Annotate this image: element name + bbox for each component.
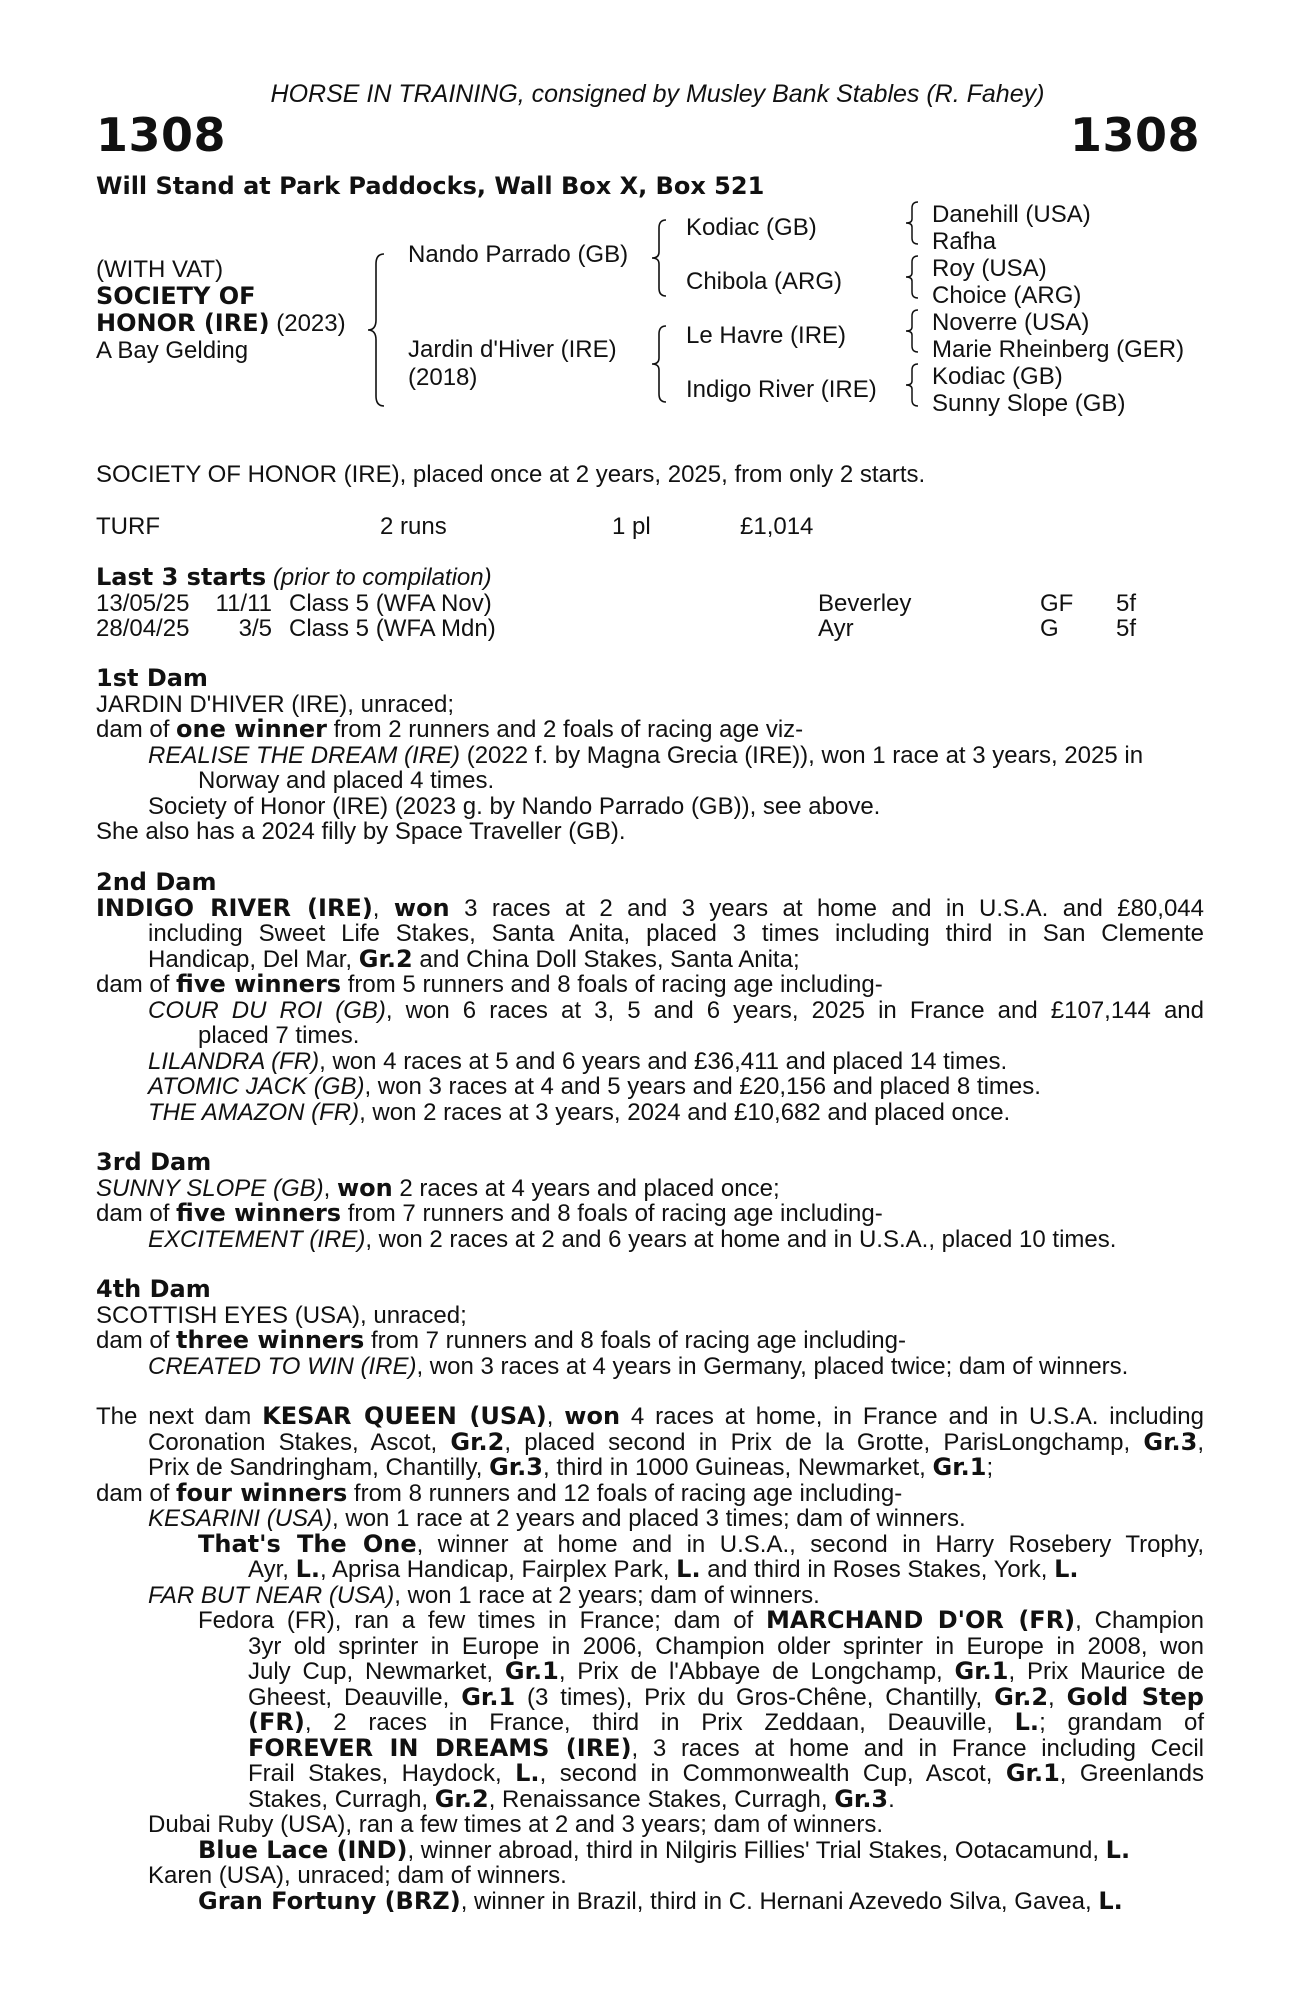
lot-number-right: 1308: [1069, 108, 1200, 162]
summary-line: SOCIETY OF HONOR (IRE), placed once at 2 years, 2025, from only 2 starts.: [96, 461, 926, 488]
ancestor-6: Marie Rheinberg (GER): [932, 336, 1185, 363]
section-heading: 1st Dam: [96, 664, 208, 692]
start-course: Ayr: [818, 615, 854, 642]
start-distance: 5f: [1116, 615, 1137, 642]
grandsire-2: Le Havre (IRE): [686, 322, 847, 349]
brace-dam: [650, 324, 668, 404]
horse-year: (2023): [269, 310, 346, 337]
record-runs: 2 runs: [380, 513, 447, 540]
sire: Nando Parrado (GB): [408, 241, 629, 268]
start-course: Beverley: [818, 590, 912, 617]
starts-heading: Last 3 starts (prior to compilation): [96, 563, 492, 591]
ancestor-4: Choice (ARG): [932, 282, 1082, 309]
start-going: GF: [1040, 590, 1074, 617]
first-dam-section: 1st Dam JARDIN D'HIVER (IRE), unraced; dam of one winner from 2 runners and 2 foals of racing age viz- REALISE THE DREAM (IRE) (2022 f. by Magna Grecia (IRE)), won 1 race at 3 years, 2025 in Norway and placed 4 times. Society of Honor (IRE) (2023 g. by Nando Parrado (GB)), see above. She also has a 2024 filly by Space Traveller (GB).: [96, 666, 1204, 845]
section-heading: 3rd Dam: [96, 1148, 212, 1176]
record-placed: 1 pl: [612, 513, 651, 540]
next-dam-section: The next dam KESAR QUEEN (USA), won 4 races at home, in France and in U.S.A. including Coronation Stakes, Ascot, Gr.2, placed second in Prix de la Grotte, ParisLongchamp, Gr.3, Prix de Sandringham, Chantilly, Gr.3, third in 1000 Guineas, Newmarket, Gr.1; dam of four winners from 8 runners and 12 foals of racing age including- KESARINI (USA), won 1 race at 2 years and placed 3 times; dam of winners. That's The One, winner at home and in U.S.A., second in Harry Rosebery Trophy, Ayr, L., Aprisa Handicap, Fairplex Park, L. and third in Roses Stakes, York, L. FAR BUT NEAR (USA), won 1 race at 2 years; dam of winners. Fedora (FR), ran a few times in France; dam of MARCHAND D'OR (FR), Champion 3yr old sprinter in Europe in 2006, Champion older sprinter in Europe in 2008, won July Cup, Newmarket, Gr.1, Prix de l'Abbaye de Longchamp, Gr.1, Prix Maurice de Gheest, Deauville, Gr.1 (3 times), Prix du Gros-Chêne, Chantilly, Gr.2, Gold Step (FR), 2 races in France, third in Prix Zeddaan, Deauville, L.; grandam of FOREVER IN DREAMS (IRE), 3 races at home and in France including Cecil Frail Stakes, Haydock, L., second in Commonwealth Cup, Ascot, Gr.1, Greenlands Stakes, Curragh, Gr.2, Renaissance Stakes, Curragh, Gr.3. Dubai Ruby (USA), ran a few times at 2 and 3 years; dam of winners. Blue Lace (IND), winner abroad, third in Nilgiris Fillies' Trial Stakes, Ootacamund, L. Karen (USA), unraced; dam of winners. Gran Fortuny (BRZ), winner in Brazil, third in C. Hernani Azevedo Silva, Gavea, L.: [96, 1402, 1205, 1915]
horse-name: HONOR (IRE): [96, 309, 270, 337]
ancestor-5: Noverre (USA): [932, 309, 1090, 336]
horse-description: A Bay Gelding: [96, 337, 249, 364]
horse-name-line2: [96, 310, 346, 337]
ancestor-1: Danehill (USA): [932, 201, 1091, 228]
section-heading: 4th Dam: [96, 1275, 211, 1303]
start-date: 13/05/25: [96, 590, 190, 617]
dam-line1: Jardin d'Hiver (IRE): [408, 336, 617, 363]
third-dam-section: 3rd Dam SUNNY SLOPE (GB), won 2 races at 4 years and placed once; dam of five winners from 7 runners and 8 foals of racing age including- EXCITEMENT (IRE), won 2 races at 2 and 6 years at home and in U.S.A., placed 10 times.: [96, 1150, 1204, 1252]
start-position: 11/11: [215, 590, 272, 617]
granddam-2: Indigo River (IRE): [686, 376, 877, 403]
start-date: 28/04/25: [96, 615, 190, 642]
granddam-1: Chibola (ARG): [686, 268, 843, 295]
brace-sire: [650, 218, 668, 298]
brace-gg1: [904, 200, 920, 246]
record-earnings: £1,014: [740, 513, 814, 540]
start-position: 3/5: [238, 615, 272, 642]
location-line: Will Stand at Park Paddocks, Wall Box X, Box 521: [96, 172, 765, 200]
grandsire-1: Kodiac (GB): [686, 214, 817, 241]
brace-gg4: [904, 362, 920, 408]
record-surface: TURF: [96, 513, 160, 540]
dam-line2: (2018): [408, 364, 478, 391]
vat-label: (WITH VAT): [96, 256, 224, 283]
ancestor-7: Kodiac (GB): [932, 363, 1063, 390]
start-distance: 5f: [1116, 590, 1137, 617]
horse-name-line1: SOCIETY OF: [96, 282, 256, 310]
start-race: Class 5 (WFA Nov): [289, 590, 492, 617]
brace-main: [366, 252, 388, 408]
ancestor-8: Sunny Slope (GB): [932, 390, 1126, 417]
brace-gg3: [904, 308, 920, 354]
brace-gg2: [904, 254, 920, 300]
start-race: Class 5 (WFA Mdn): [289, 615, 496, 642]
second-dam-section: 2nd Dam INDIGO RIVER (IRE), won 3 races at 2 and 3 years at home and in U.S.A. and £80,044 including Sweet Life Stakes, Santa Anita, placed 3 times including third in San Clemente Handicap, Del Mar, Gr.2 and China Doll Stakes, Santa Anita; dam of five winners from 5 runners and 8 foals of racing age including- COUR DU ROI (GB), won 6 races at 3, 5 and 6 years, 2025 in France and £107,144 and placed 7 times. LILANDRA (FR), won 4 races at 5 and 6 years and £36,411 and placed 14 times. ATOMIC JACK (GB), won 3 races at 4 and 5 years and £20,156 and placed 8 times. THE AMAZON (FR), won 2 races at 3 years, 2024 and £10,682 and placed once.: [96, 868, 1204, 1126]
lot-number-left: 1308: [96, 108, 227, 162]
ancestor-2: Rafha: [932, 228, 997, 255]
consignment-line: HORSE IN TRAINING, consigned by Musley Bank Stables (R. Fahey): [270, 80, 1045, 108]
start-going: G: [1040, 615, 1059, 642]
ancestor-3: Roy (USA): [932, 255, 1047, 282]
fourth-dam-section: 4th Dam SCOTTISH EYES (USA), unraced; dam of three winners from 7 runners and 8 foals of racing age including- CREATED TO WIN (IRE), won 3 races at 4 years in Germany, placed twice; dam of winners.: [96, 1277, 1204, 1379]
section-heading: 2nd Dam: [96, 868, 217, 896]
